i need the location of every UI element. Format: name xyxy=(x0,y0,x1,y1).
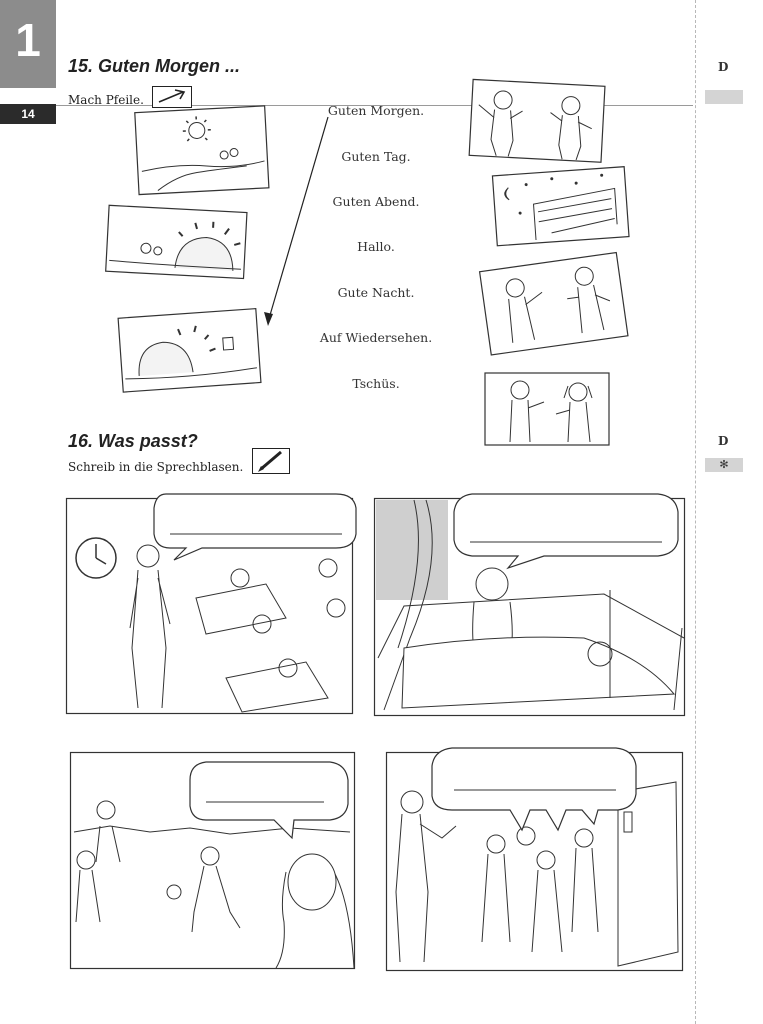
level-bar-2: ✻ xyxy=(705,458,743,472)
arrow-icon xyxy=(152,86,192,108)
exercise-15-instruction: Mach Pfeile. xyxy=(68,93,144,107)
margin-divider xyxy=(695,0,696,1024)
greeting-phrase[interactable]: Guten Abend. xyxy=(332,194,420,209)
page-number: 14 xyxy=(0,104,56,124)
adults-greeting-picture[interactable] xyxy=(478,250,639,360)
chapter-number: 1 xyxy=(0,0,56,88)
greeting-phrase[interactable]: Gute Nacht. xyxy=(337,285,415,300)
kids-waving-picture[interactable] xyxy=(484,372,614,452)
level-letter-1: D xyxy=(718,60,729,74)
pencil-icon xyxy=(252,448,290,474)
greeting-phrase[interactable]: Tschüs. xyxy=(352,376,400,391)
speech-bubble-4[interactable] xyxy=(426,744,641,832)
level-letter-2: D xyxy=(718,434,729,448)
people-greeting-picture[interactable] xyxy=(468,78,612,165)
greeting-phrase[interactable]: Guten Morgen. xyxy=(327,103,425,118)
speech-bubble-2[interactable] xyxy=(448,490,688,570)
sun-morning-picture[interactable] xyxy=(134,104,279,201)
exercise-16-instruction: Schreib in die Sprechblasen. xyxy=(68,460,244,474)
greeting-phrase[interactable]: Hallo. xyxy=(357,239,395,254)
bed-night-picture[interactable] xyxy=(491,165,636,255)
sun-midday-picture[interactable] xyxy=(104,204,253,291)
exercise-15-title: 15. Guten Morgen ... xyxy=(68,56,241,76)
speech-bubble-3[interactable] xyxy=(184,758,354,840)
greeting-phrase[interactable]: Guten Tag. xyxy=(341,149,411,164)
greeting-phrase[interactable]: Auf Wiedersehen. xyxy=(319,330,433,345)
speech-bubble-1[interactable] xyxy=(146,490,361,562)
exercise-16-title: 16. Was passt? xyxy=(68,431,198,451)
level-bar-1 xyxy=(705,90,743,104)
sun-evening-picture[interactable] xyxy=(117,307,273,407)
